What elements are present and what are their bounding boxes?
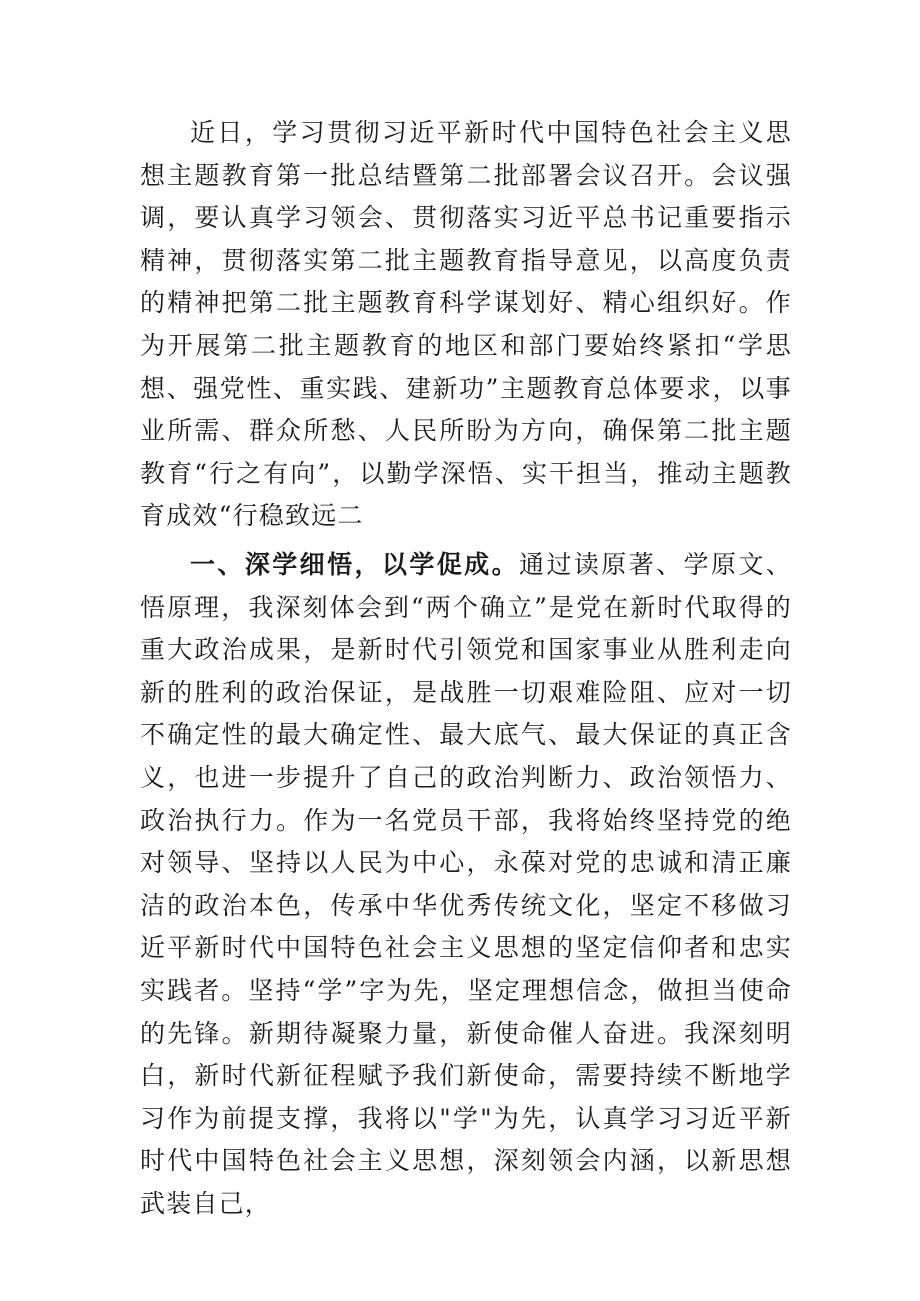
section-1-paragraph [140,544,792,1226]
section-1-heading: 一、深学细悟，以学促成。 [190,550,520,579]
intro-paragraph: 近日，学习贯彻习近平新时代中国特色社会主义思想主题教育第一批总结暨第二批部署会议召开。会议强调，要认真学习领会、贯彻落实习近平总书记重要指示精神，贯彻落实第二批主题教育指导意见，以高度负责的精神把第二批主题教育科学谋划好、精心组织好。作为开展第二批主题教育的地区和部门要始终紧扣“学思想、强党性、重实践、建新功”主题教育总体要求，以事业所需、群众所愁、人民所盼为方向，确保第二批主题教育“行之有向”，以勤学深悟、实干担当，推动主题教育成效“行稳致远二 [140,118,792,531]
section-1-body: 通过读原著、学原文、悟原理，我深刻体会到“两个确立”是党在新时代取得的重大政治成果，是新时代引领党和国家事业从胜利走向新的胜利的政治保证，是战胜一切艰难险阻、应对一切不确定性的最大确定性、最大底气、最大保证的真正含义，也进一步提升了自己的政治判断力、政治领悟力、政治执行力。作为一名党员干部，我将始终坚持党的绝对领导、坚持以人民为中心，永葆对党的忠诚和清正廉洁的政治本色，传承中华优秀传统文化，坚定不移做习近平新时代中国特色社会主义思想的坚定信仰者和忠实实践者。坚持“学”字为先，坚定理想信念，做担当使命的先锋。新期待凝聚力量，新使命催人奋进。我深刻明白，新时代新征程赋予我们新使命，需要持续不断地学习作为前提支撑，我将以"学"为先，认真学习习近平新时代中国特色社会主义思想，深刻领会内涵，以新思想武装自己， [140,550,792,1218]
